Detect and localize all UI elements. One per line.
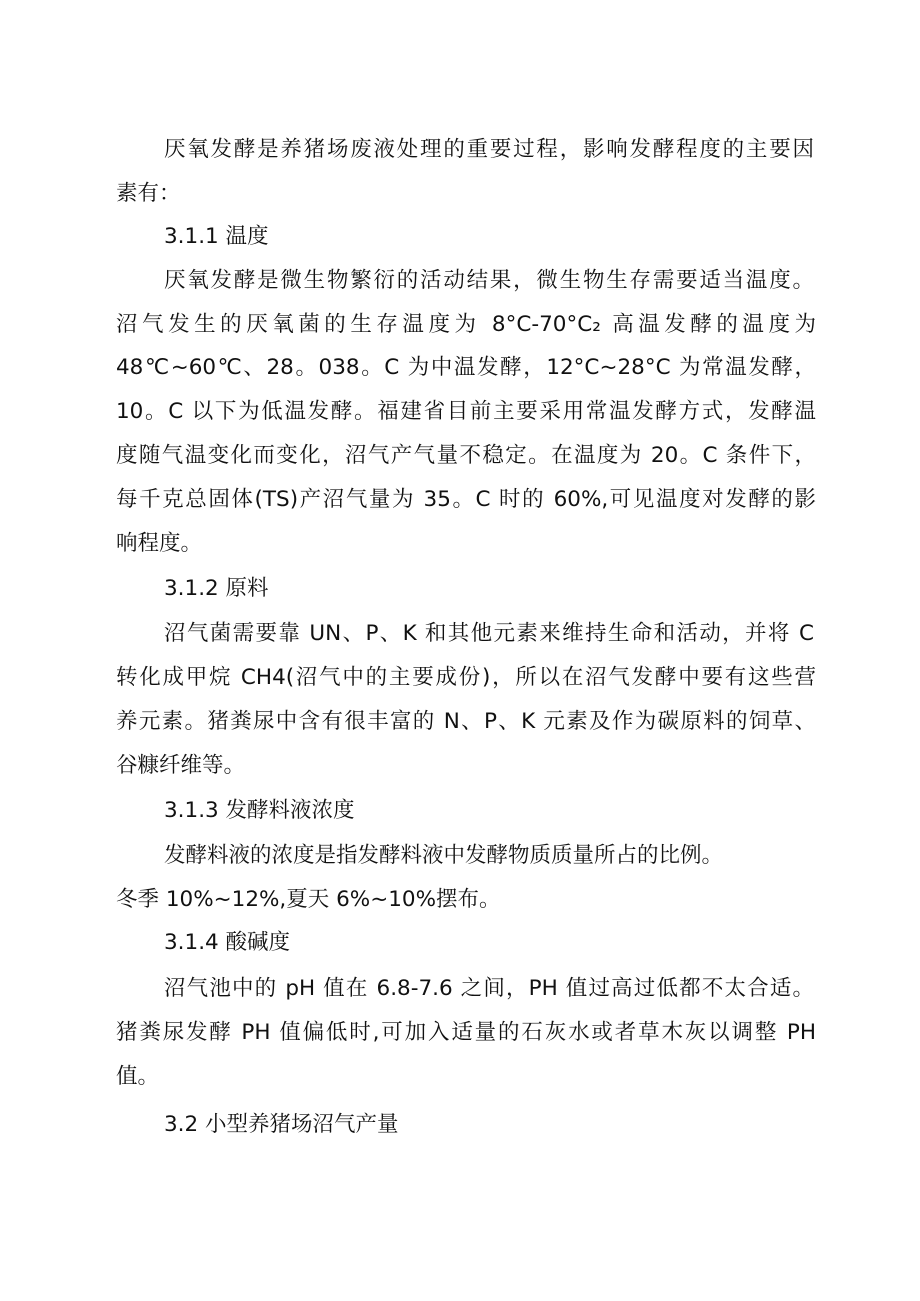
paragraph-line: 养元素。猪粪尿中含有很丰富的 N、P、K 元素及作为碳原料的饲草、: [116, 709, 816, 734]
paragraph-line: 猪粪尿发酵 PH 值偏低时,可加入适量的石灰水或者草木灰以调整 PH: [116, 1020, 816, 1045]
section-heading-3-2: 3.2 小型养猪场沼气产量: [164, 1112, 399, 1137]
section-heading-3-1-1: 3.1.1 温度: [164, 224, 269, 249]
paragraph-line: 素有：: [116, 181, 181, 206]
section-heading-3-1-3: 3.1.3 发酵料液浓度: [164, 798, 355, 823]
paragraph-line: 值。: [116, 1064, 160, 1089]
paragraph-line: 沼气池中的 pH 值在 6.8-7.6 之间，PH 值过高过低都不太合适。: [164, 976, 814, 1001]
paragraph-line: 发酵料液的浓度是指发酵料液中发酵物质质量所占的比例。: [164, 843, 724, 868]
paragraph-line: 厌氧发酵是养猪场废液处理的重要过程，影响发酵程度的主要因: [164, 137, 814, 162]
paragraph-line: 10。C 以下为低温发酵。福建省目前主要采用常温发酵方式，发酵温: [116, 399, 816, 424]
paragraph-line: 沼气发生的厌氧菌的生存温度为 8°C-70°C₂ 高温发酵的温度为: [116, 312, 816, 337]
section-heading-3-1-2: 3.1.2 原料: [164, 576, 269, 601]
paragraph-line: 每千克总固体(TS)产沼气量为 35。C 时的 60%,可见温度对发酵的影: [116, 487, 816, 512]
paragraph-line: 48℃~60℃、28。038。C 为中温发酵，12°C~28°C 为常温发酵，: [116, 355, 816, 380]
paragraph-line: 谷糠纤维等。: [116, 753, 246, 778]
paragraph-line: 响程度。: [116, 531, 203, 556]
paragraph-line: 度随气温变化而变化，沼气产气量不稳定。在温度为 20。C 条件下，: [116, 443, 816, 468]
paragraph-line: 冬季 10%~12%,夏天 6%~10%摆布。: [116, 887, 501, 912]
section-heading-3-1-4: 3.1.4 酸碱度: [164, 930, 291, 955]
paragraph-line: 沼气菌需要靠 UN、P、K 和其他元素来维持生命和活动，并将 C: [164, 621, 814, 646]
paragraph-line: 厌氧发酵是微生物繁衍的活动结果，微生物生存需要适当温度。: [164, 268, 814, 293]
paragraph-line: 转化成甲烷 CH4(沼气中的主要成份)，所以在沼气发酵中要有这些营: [116, 665, 816, 690]
